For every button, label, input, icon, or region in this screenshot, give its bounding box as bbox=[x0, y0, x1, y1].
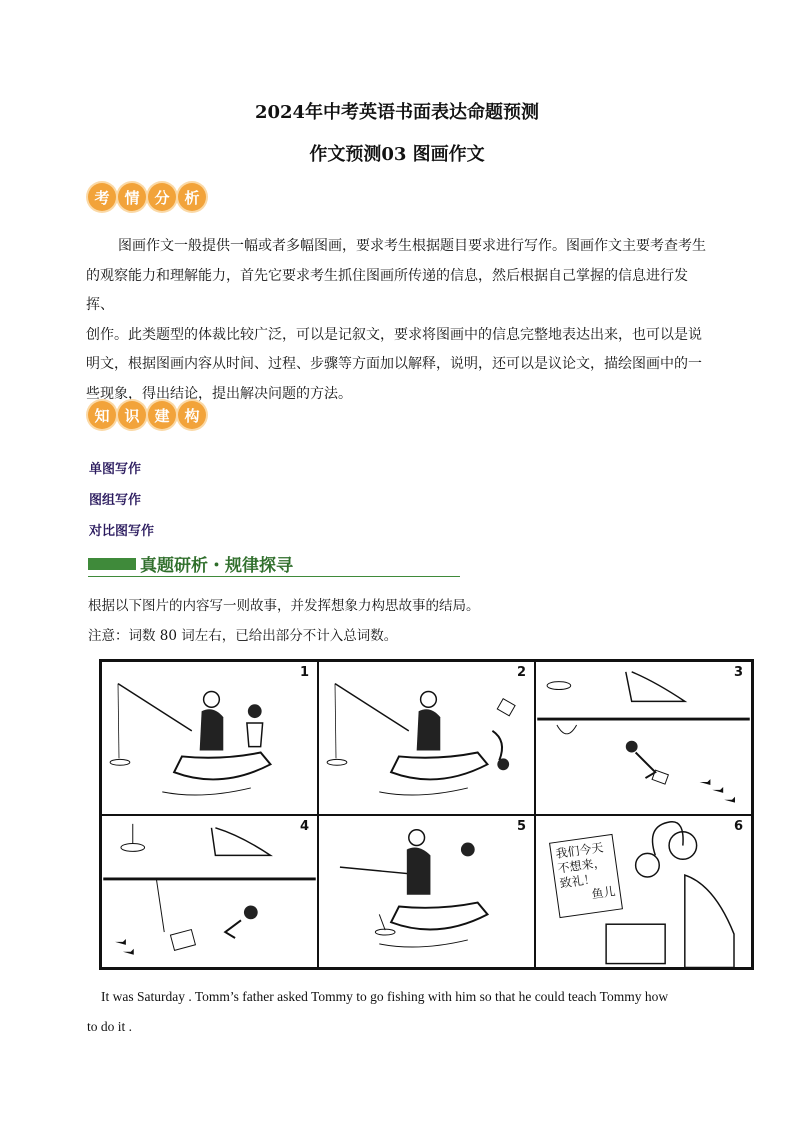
panel-number: 6 bbox=[733, 818, 743, 834]
link-picture-series[interactable]: 图组写作 bbox=[89, 493, 142, 508]
task-note: 注意：词数 80 词左右，已给出部分不计入总词数。 bbox=[88, 628, 398, 644]
paragraph-line: 图画作文一般提供一幅或者多幅图画，要求考生根据题目要求进行写作。图画作文主要考查考生 bbox=[118, 238, 706, 254]
fishing-scene-illustration bbox=[319, 662, 534, 814]
badge-char: 考 bbox=[88, 183, 116, 211]
comic-panel bbox=[318, 661, 535, 815]
comic-panel bbox=[535, 815, 752, 969]
link-single-picture[interactable]: 单图写作 bbox=[89, 462, 142, 477]
badge-char: 情 bbox=[118, 183, 146, 211]
comic-panel bbox=[101, 661, 318, 815]
link-contrast-picture[interactable]: 对比图写作 bbox=[89, 524, 155, 539]
badge-char: 析 bbox=[178, 183, 206, 211]
sign-line: 鱼儿 bbox=[590, 883, 617, 901]
paragraph-line: 些现象，得出结论，提出解决问题的方法。 bbox=[86, 385, 352, 402]
banner-title: 真题研析・规律探寻 bbox=[140, 556, 293, 576]
panel-number: 2 bbox=[516, 665, 526, 680]
panel-number: 4 bbox=[299, 818, 309, 834]
task-prompt: 根据以下图片的内容写一则故事，并发挥想象力构思故事的结局。 bbox=[88, 598, 480, 614]
underwater-scene-illustration bbox=[536, 662, 751, 814]
sign-line: 不想来， bbox=[556, 854, 607, 876]
comic-panel bbox=[535, 661, 752, 815]
page-subtitle: 作文预测03 图画作文 bbox=[309, 144, 485, 165]
comic-strip bbox=[99, 659, 754, 970]
comic-panel bbox=[318, 815, 535, 969]
panel-number: 5 bbox=[516, 818, 526, 834]
banner-underline bbox=[88, 576, 460, 577]
paragraph-line: 的观察能力和理解能力，首先它要求考生抓住图画所传递的信息，然后根据自己掌握的信息进行发挥、 bbox=[86, 267, 688, 313]
fishing-scene-illustration bbox=[102, 662, 317, 814]
badge-char: 建 bbox=[148, 401, 176, 429]
section-banner bbox=[88, 551, 460, 577]
section-badge-analysis bbox=[88, 183, 206, 211]
badge-char: 分 bbox=[148, 183, 176, 211]
essay-text bbox=[87, 982, 727, 1042]
paragraph-line: 明文，根据图画内容从时间、过程、步骤等方面加以解释，说明，还可以是议论文，描绘图画中的一 bbox=[86, 356, 702, 372]
underwater-scene-illustration bbox=[102, 816, 317, 968]
badge-char: 构 bbox=[178, 401, 206, 429]
analysis-paragraph bbox=[86, 232, 706, 409]
section-badge-knowledge bbox=[88, 401, 206, 429]
essay-line: to do it . bbox=[87, 1019, 133, 1034]
panel-number: 1 bbox=[299, 665, 309, 680]
note-sign bbox=[549, 833, 623, 917]
sign-line: 致礼！ bbox=[558, 871, 597, 891]
sign-line: 我们今天 bbox=[554, 839, 605, 861]
paragraph-line: 创作。此类题型的体裁比较广泛，可以是记叙文，要求将图画中的信息完整地表达出来，也可以是说 bbox=[86, 326, 702, 343]
page-title: 2024年中考英语书面表达命题预测 bbox=[254, 102, 540, 123]
panel-number: 3 bbox=[733, 665, 743, 680]
badge-char: 识 bbox=[118, 401, 146, 429]
fishing-scene-illustration bbox=[319, 816, 534, 968]
essay-line: It was Saturday . Tomm’s father asked Tommy to go fishing with him so that he could teach Tommy how bbox=[101, 989, 669, 1004]
banner-block bbox=[88, 558, 136, 570]
badge-char: 知 bbox=[88, 401, 116, 429]
comic-panel bbox=[101, 815, 318, 969]
